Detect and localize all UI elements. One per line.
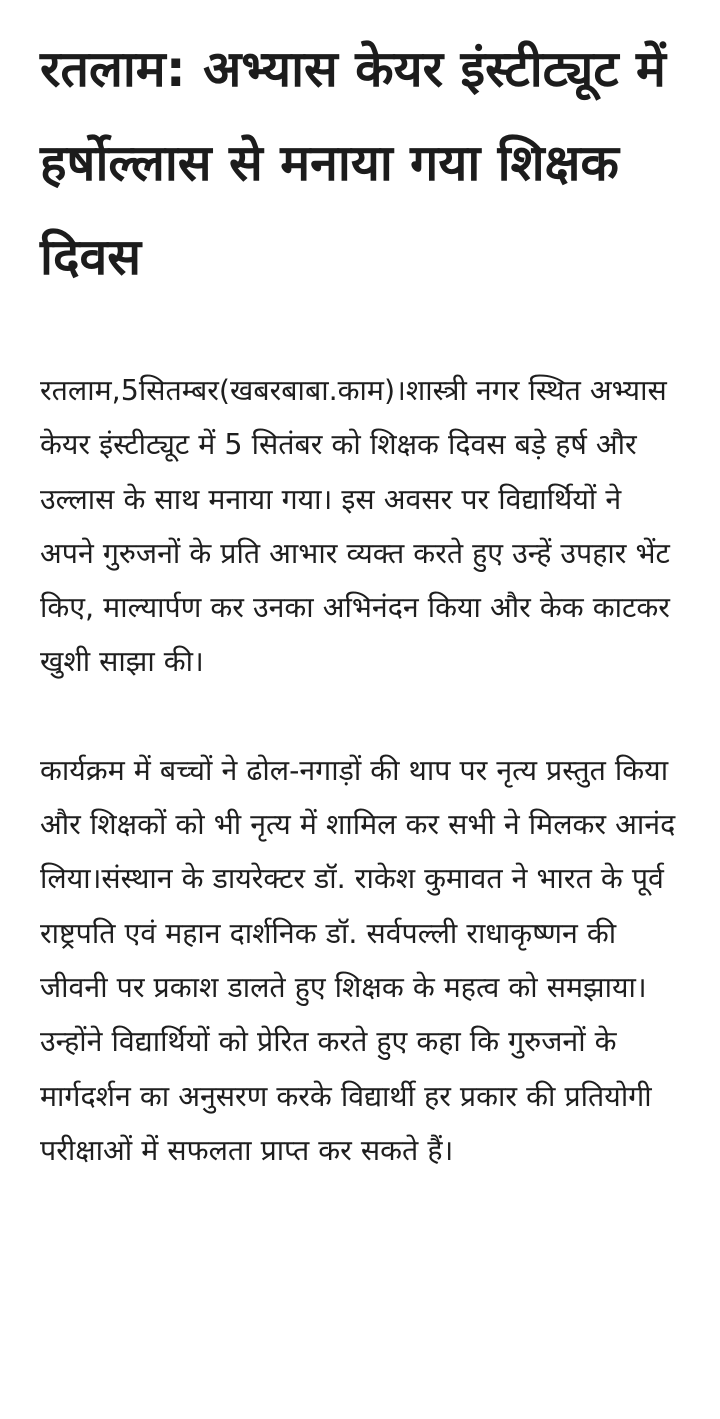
article-paragraph-1: रतलाम,5सितम्बर(खबरबाबा.काम)।शास्त्री नगर स्थित अभ्यास केयर इंस्टीट्यूट में 5 सितंबर को शिक्षक दिवस बड़े हर्ष और उल्लास के साथ मनाया गया। इस अवसर पर विद्यार्थियों ने अपने गुरुजनों के प्रति आभार व्यक्त करते हुए उन्हें उपहार भेंट किए, माल्यार्पण कर उनका अभिनंदन किया और केक काटकर खुशी साझा की। bbox=[40, 374, 670, 679]
article-paragraph-2: कार्यक्रम में बच्चों ने ढोल-नगाड़ों की थाप पर नृत्य प्रस्तुत किया और शिक्षकों को भी नृत्य में शामिल कर सभी ने मिलकर आनंद लिया।संस्थान के डायरेक्टर डॉ. राकेश कुमावत ने भारत के पूर्व राष्ट्रपति एवं महान दार्शनिक डॉ. सर्वपल्ली राधाकृष्णन की जीवनी पर प्रकाश डालते हुए शिक्षक के महत्व को समझाया। उन्होंने विद्यार्थियों को प्रेरित करते हुए कहा कि गुरुजनों के मार्गदर्शन का अनुसरण करके विद्यार्थी हर प्रकार की प्रतियोगी परीक्षाओं में सफलता प्राप्त कर सकते हैं। bbox=[40, 753, 676, 1167]
article-headline: रतलाम: अभ्यास केयर इंस्टीट्यूट में हर्षोल्लास से मनाया गया शिक्षक दिवस bbox=[40, 40, 666, 286]
